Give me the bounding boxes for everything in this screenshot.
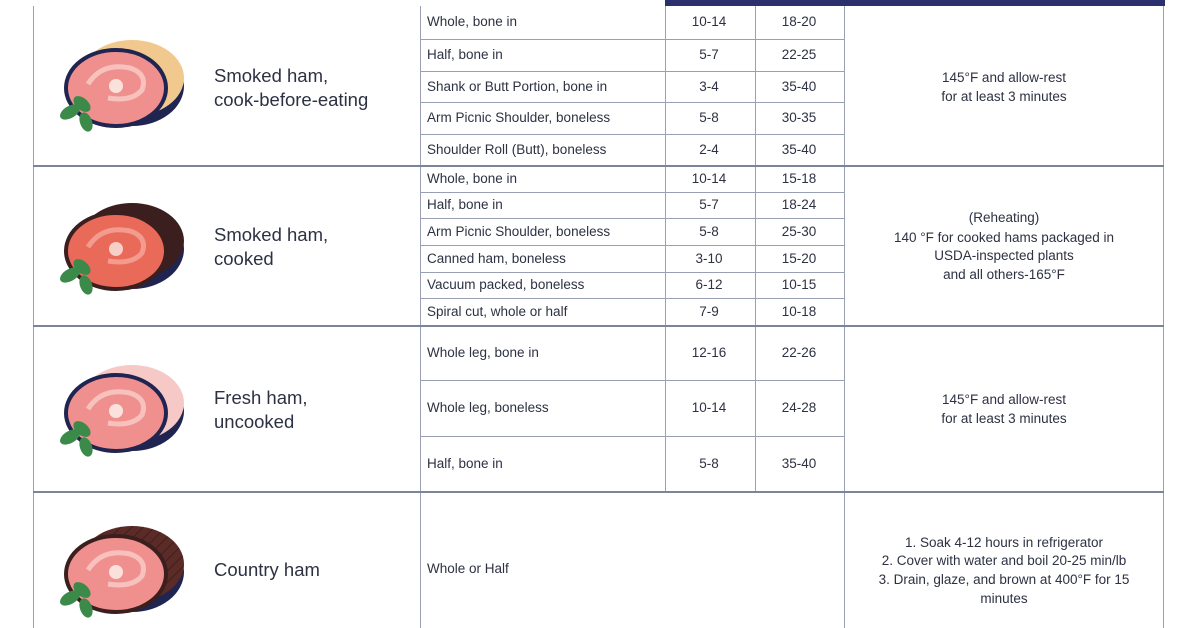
ham-type-label: cook-before-eating [214, 89, 369, 110]
row-divider [420, 380, 844, 381]
weight-value: 2-4 [699, 142, 719, 157]
minutes-value: 15-20 [781, 251, 817, 266]
fresh-ham-icon [50, 357, 190, 457]
weight-value: 5-7 [699, 197, 719, 212]
cut-name: Whole leg, boneless [427, 400, 549, 415]
row-divider [420, 245, 844, 246]
column-divider-notes [844, 6, 845, 628]
cooking-note-line: 3. Drain, glaze, and brown at 400°F for 15 [878, 572, 1130, 587]
cut-name: Spiral cut, whole or half [427, 304, 568, 319]
weight-value: 3-4 [699, 79, 719, 94]
cut-name: Whole leg, bone in [427, 345, 539, 360]
weight-value: 10-14 [691, 400, 727, 415]
cooking-note-line: and all others-165°F [943, 267, 1065, 282]
cooking-note-line: minutes [980, 591, 1028, 606]
row-divider [420, 272, 844, 273]
minutes-value: 25-30 [781, 224, 817, 239]
minutes-value: 35-40 [781, 142, 817, 157]
weight-value: 7-9 [699, 304, 719, 319]
row-divider [420, 102, 844, 103]
cut-name: Whole, bone in [427, 171, 518, 186]
minutes-value: 10-18 [781, 304, 817, 319]
row-divider [420, 436, 844, 437]
ham-type-label: uncooked [214, 411, 295, 432]
weight-value: 5-8 [699, 224, 719, 239]
cooking-note-line: 140 °F for cooked hams packaged in [893, 230, 1115, 245]
cooking-note-line: (Reheating) [968, 210, 1040, 225]
row-divider [420, 39, 844, 40]
weight-value: 10-14 [691, 14, 727, 29]
cooked-ham-icon [50, 195, 190, 295]
cooking-note-line: 145°F and allow-rest [942, 70, 1066, 85]
weight-value: 5-8 [699, 110, 719, 125]
minutes-value: 18-20 [781, 14, 817, 29]
minutes-value: 22-26 [781, 345, 817, 360]
section-divider [33, 165, 1164, 167]
ham-type-label: Smoked ham, [214, 65, 329, 86]
row-divider [420, 71, 844, 72]
column-divider-label [420, 6, 421, 628]
row-divider [420, 218, 844, 219]
minutes-value: 15-18 [781, 171, 817, 186]
ham-type-label: Smoked ham, [214, 224, 329, 245]
minutes-value: 24-28 [781, 400, 817, 415]
cut-name: Arm Picnic Shoulder, boneless [427, 110, 611, 125]
minutes-value: 22-25 [781, 47, 817, 62]
ham-type-label: Country ham [214, 559, 320, 580]
section-divider [33, 325, 1164, 327]
weight-value: 12-16 [691, 345, 727, 360]
smoked-ham-icon [50, 32, 190, 132]
weight-value: 10-14 [691, 171, 727, 186]
weight-value: 6-12 [695, 277, 723, 292]
minutes-value: 35-40 [781, 456, 817, 471]
cut-name: Shoulder Roll (Butt), boneless [427, 142, 607, 157]
cooking-note-line: 145°F and allow-rest [942, 392, 1066, 407]
cooking-note-line: 2. Cover with water and boil 20-25 min/lb [881, 553, 1127, 568]
cut-name: Shank or Butt Portion, bone in [427, 79, 608, 94]
country-ham-icon [50, 518, 190, 618]
cooking-note-line: 1. Soak 4-12 hours in refrigerator [904, 535, 1104, 550]
table-border-left [33, 6, 34, 628]
row-divider [420, 192, 844, 193]
cut-name: Vacuum packed, boneless [427, 277, 585, 292]
ham-type-label: cooked [214, 248, 274, 269]
section-divider [33, 491, 1164, 493]
cut-name: Canned ham, boneless [427, 251, 566, 266]
minutes-value: 18-24 [781, 197, 817, 212]
cooking-note-line: for at least 3 minutes [941, 411, 1067, 426]
row-divider [420, 298, 844, 299]
minutes-value: 30-35 [781, 110, 817, 125]
cooking-note-line: USDA-inspected plants [934, 248, 1074, 263]
minutes-value: 35-40 [781, 79, 817, 94]
ham-type-label: Fresh ham, [214, 387, 308, 408]
row-divider [420, 134, 844, 135]
weight-value: 5-7 [699, 47, 719, 62]
weight-value: 5-8 [699, 456, 719, 471]
cut-name: Half, bone in [427, 456, 503, 471]
table-header-bar [665, 0, 1165, 6]
table-border-right [1163, 6, 1164, 628]
cut-name: Arm Picnic Shoulder, boneless [427, 224, 611, 239]
cut-name: Whole, bone in [427, 14, 518, 29]
cut-name: Whole or Half [427, 561, 509, 576]
minutes-value: 10-15 [781, 277, 817, 292]
weight-value: 3-10 [695, 251, 723, 266]
cut-name: Half, bone in [427, 197, 503, 212]
cooking-note-line: for at least 3 minutes [941, 89, 1067, 104]
cut-name: Half, bone in [427, 47, 503, 62]
